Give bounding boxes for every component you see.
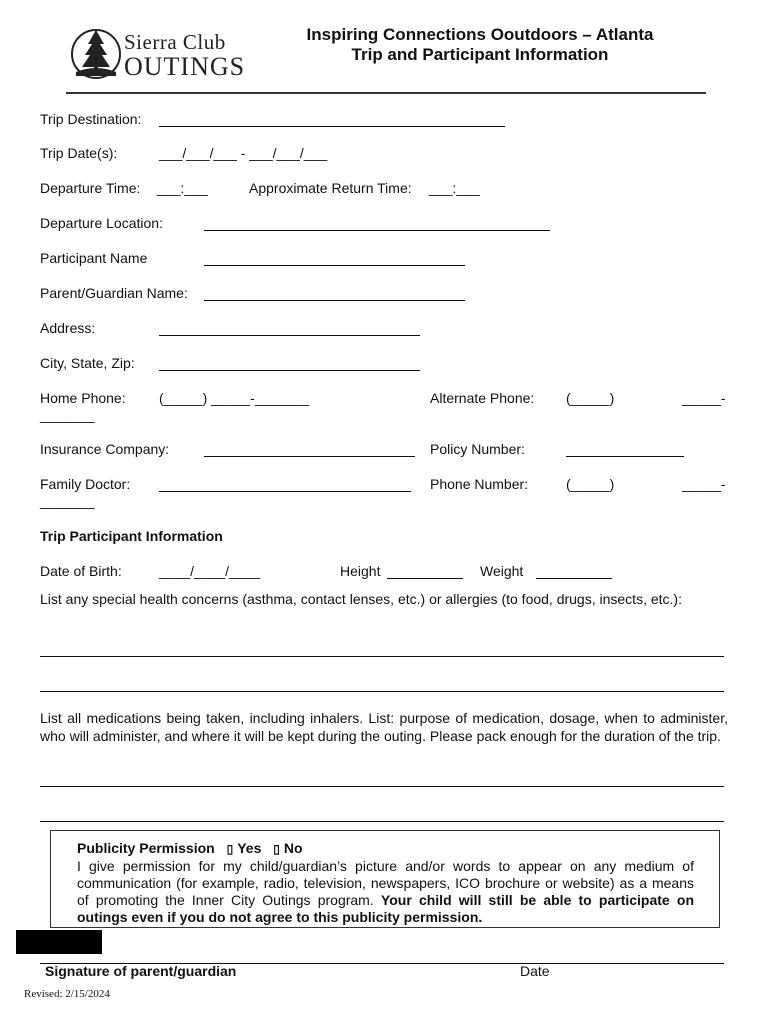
date-label: Date bbox=[520, 963, 550, 979]
parent-guardian-label: Parent/Guardian Name: bbox=[40, 285, 188, 301]
home-phone-label: Home Phone: bbox=[40, 390, 126, 406]
medications-prompt: List all medications being taken, including inhalers. List: purpose of medication, dosage, when to administer, who will administer, and where it will be kept during the outing. Please pack enough for the duration of the trip. bbox=[40, 710, 728, 744]
departure-location-label: Departure Location: bbox=[40, 215, 163, 231]
return-time-field[interactable]: ___:___ bbox=[429, 180, 480, 196]
doctor-phone-number-field[interactable]: _____- bbox=[682, 476, 726, 492]
yes-checkbox[interactable]: ▯ bbox=[226, 842, 234, 856]
weight-field[interactable] bbox=[536, 578, 612, 579]
address-label: Address: bbox=[40, 320, 96, 336]
participant-name-field[interactable] bbox=[204, 265, 465, 266]
insurance-company-label: Insurance Company: bbox=[40, 441, 170, 457]
page-title bbox=[262, 25, 698, 65]
doctor-phone-wrap-field[interactable]: _______ bbox=[40, 493, 95, 509]
return-time-label: Approximate Return Time: bbox=[249, 180, 412, 196]
yes-label: Yes bbox=[237, 840, 262, 856]
publicity-permission-box bbox=[50, 830, 720, 928]
city-state-zip-label: City, State, Zip: bbox=[40, 355, 135, 371]
city-state-zip-field[interactable] bbox=[159, 370, 420, 371]
family-doctor-field[interactable] bbox=[159, 491, 411, 492]
insurance-company-field[interactable] bbox=[204, 456, 415, 457]
alternate-phone-label: Alternate Phone: bbox=[430, 390, 535, 406]
address-field[interactable] bbox=[159, 335, 420, 336]
no-checkbox[interactable]: ▯ bbox=[273, 842, 280, 856]
doctor-phone-label: Phone Number: bbox=[430, 476, 529, 492]
health-concerns-line-2[interactable] bbox=[40, 691, 724, 692]
home-phone-field[interactable]: (_____) _____-_______ bbox=[159, 390, 310, 406]
header-divider bbox=[66, 92, 706, 94]
departure-time-field[interactable]: ___:___ bbox=[157, 180, 208, 196]
trip-dates-label: Trip Date(s): bbox=[40, 145, 118, 161]
alternate-phone-area-field[interactable]: (_____) bbox=[566, 390, 615, 406]
participant-name-label: Participant Name bbox=[40, 250, 148, 266]
title-line1: Inspiring Connections Ooutdoors – Atlanta bbox=[306, 25, 654, 44]
trip-destination-label: Trip Destination: bbox=[40, 111, 142, 127]
publicity-title-row bbox=[77, 840, 303, 856]
height-label: Height bbox=[340, 563, 381, 579]
medications-line-1[interactable] bbox=[40, 786, 724, 787]
logo-line2: OUTINGS bbox=[124, 52, 246, 81]
policy-number-field[interactable] bbox=[566, 456, 684, 457]
health-concerns-prompt: List any special health concerns (asthma, contact lenses, etc.) or allergies (to food, drugs, insects, etc.): bbox=[40, 591, 682, 607]
trip-destination-field[interactable] bbox=[159, 126, 505, 127]
logo-line1: Sierra Club bbox=[124, 30, 226, 54]
family-doctor-label: Family Doctor: bbox=[40, 476, 131, 492]
sierra-club-logo bbox=[70, 24, 246, 86]
medications-line-2[interactable] bbox=[40, 821, 724, 822]
redaction-block bbox=[16, 930, 102, 954]
departure-time-label: Departure Time: bbox=[40, 180, 141, 196]
publicity-text bbox=[77, 858, 694, 926]
dob-label: Date of Birth: bbox=[40, 563, 122, 579]
no-label: No bbox=[283, 840, 303, 856]
tree-emblem-icon bbox=[70, 24, 122, 84]
parent-guardian-field[interactable] bbox=[204, 300, 465, 301]
weight-label: Weight bbox=[480, 563, 524, 579]
publicity-body: I give permission for my child/guardian’s picture and/or words to appear on any medium of communication (for example, radio, television, newspapers, ICO brochure or website) as a means of promoting the Inner City Outings program. bbox=[77, 858, 694, 908]
height-field[interactable] bbox=[387, 578, 463, 579]
doctor-phone-area-field[interactable]: (_____) bbox=[566, 476, 615, 492]
revised-date: Revised: 2/15/2024 bbox=[24, 988, 110, 1000]
health-concerns-line-1[interactable] bbox=[40, 656, 724, 657]
title-line2: Trip and Participant Information bbox=[351, 45, 609, 64]
alternate-phone-wrap-field[interactable]: _______ bbox=[40, 407, 95, 423]
departure-location-field[interactable] bbox=[204, 230, 550, 231]
signature-label: Signature of parent/guardian bbox=[45, 963, 237, 979]
dob-field[interactable]: ____/____/____ bbox=[159, 563, 261, 579]
publicity-title: Publicity Permission bbox=[77, 840, 215, 856]
alternate-phone-number-field[interactable]: _____- bbox=[682, 390, 726, 406]
trip-dates-field[interactable]: ___/___/___ - ___/___/___ bbox=[159, 145, 328, 161]
participant-section-title: Trip Participant Information bbox=[40, 528, 223, 544]
policy-number-label: Policy Number: bbox=[430, 441, 525, 457]
publicity-bold-note: Your child will still be able to participate on outings even if you do not agree to this publicity permission. bbox=[77, 892, 694, 925]
